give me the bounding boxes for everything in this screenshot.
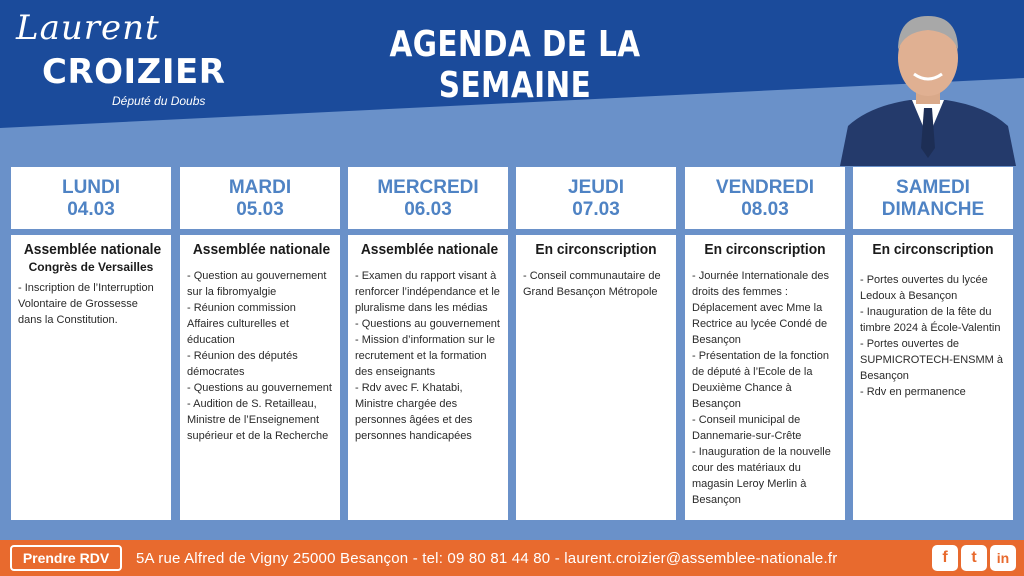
agenda-item: - Journée Internationale des droits des femmes : Déplacement avec Mme la Rectrice au lycée Condé de Besançon <box>692 270 829 346</box>
agenda-heading: En circonscription <box>704 241 826 258</box>
agenda-item: - Conseil communautaire de Grand Besançon Métropole <box>523 270 661 298</box>
logo-subtitle: Député du Doubs <box>112 94 206 108</box>
prendre-rdv-button[interactable]: Prendre RDV <box>10 545 122 571</box>
agenda-item: - Questions au gouvernement <box>187 382 332 394</box>
agenda-heading: Assemblée nationale <box>23 241 162 258</box>
agenda-item: - Rdv avec F. Khatabi, Ministre chargée des personnes âgées et des personnes handicapées <box>355 382 473 442</box>
agenda-item: - Portes ouvertes de SUPMICROTECH-ENSMM à Besançon <box>860 338 1004 382</box>
agenda-heading: Assemblée nationale <box>192 241 331 258</box>
agenda-column-jeudi <box>516 235 676 520</box>
day-header-samedi-dimanche <box>853 167 1013 229</box>
agenda-item: - Audition de S. Retailleau, Ministre de l’Enseignement supérieur et de la Recherche <box>187 398 329 442</box>
agenda-item: - Mission d’information sur le recrutement et la formation des enseignants <box>355 334 495 378</box>
agenda-item: - Inauguration de la nouvelle cour des matériaux du magasin Leroy Merlin à Besançon <box>692 446 831 506</box>
day-header-lundi <box>11 167 171 229</box>
agenda-column-vendredi <box>685 235 845 520</box>
agenda-heading: En circonscription <box>872 241 994 258</box>
facebook-icon[interactable]: f <box>932 545 958 571</box>
contact-info: 5A rue Alfred de Vigny 25000 Besançon - tel: 09 80 81 44 80 - laurent.croizier@assemblee-nationale.fr <box>136 549 838 567</box>
portrait-photo <box>840 8 1016 166</box>
day-header-mercredi <box>348 167 508 229</box>
day-name: LUNDI <box>61 177 121 198</box>
agenda-item: - Réunion commission Affaires culturelles et éducation <box>187 302 296 346</box>
twitter-icon[interactable]: t <box>961 545 987 571</box>
agenda-item: - Question au gouvernement sur la fibromyalgie <box>187 270 327 298</box>
day-date: 08.03 <box>741 199 789 220</box>
logo-script-text: Laurent <box>16 8 160 48</box>
agenda-item: - Examen du rapport visant à renforcer l’indépendance et le pluralisme dans les médias <box>355 270 500 314</box>
footer-bar <box>0 540 1024 576</box>
day-header-vendredi <box>685 167 845 229</box>
agenda-column-samedi-dimanche <box>853 235 1013 520</box>
agenda-item: - Conseil municipal de Dannemarie-sur-Crête <box>692 414 802 442</box>
agenda-item: - Portes ouvertes du lycée Ledoux à Besançon <box>860 274 988 302</box>
logo-name: CROIZIER <box>42 52 226 92</box>
day-name: VENDREDI <box>715 177 815 198</box>
agenda-item: - Questions au gouvernement <box>355 318 500 330</box>
day-name: MARDI <box>228 177 292 198</box>
agenda-subheading: Congrès de Versailles <box>28 260 154 274</box>
day-date: 05.03 <box>236 199 284 220</box>
day-name: SAMEDI <box>896 177 970 198</box>
agenda-item: - Réunion des députés démocrates <box>187 350 298 378</box>
day-date: DIMANCHE <box>881 199 985 220</box>
agenda-column-lundi <box>11 235 171 520</box>
agenda-item: - Inscription de l’Interruption Volontaire de Grossesse dans la Constitution. <box>18 282 154 326</box>
agenda-column-mardi <box>180 235 340 520</box>
day-date: 06.03 <box>404 199 452 220</box>
agenda-item: - Présentation de la fonction de député à l’Ecole de la Deuxième Chance à Besançon <box>692 350 829 410</box>
page-title: AGENDA DE LA SEMAINE <box>389 24 641 106</box>
agenda-heading: Assemblée nationale <box>360 241 499 258</box>
day-header-mardi <box>180 167 340 229</box>
agenda-heading: En circonscription <box>535 241 657 258</box>
day-date: 04.03 <box>67 199 115 220</box>
linkedin-icon[interactable]: in <box>990 545 1016 571</box>
agenda-column-mercredi <box>348 235 508 520</box>
day-name: MERCREDI <box>377 177 479 198</box>
day-name: JEUDI <box>568 177 624 198</box>
logo <box>12 8 232 108</box>
agenda-item: - Rdv en permanence <box>860 386 966 398</box>
agenda-item: - Inauguration de la fête du timbre 2024 à École-Valentin <box>860 306 1001 334</box>
day-header-jeudi <box>516 167 676 229</box>
day-date: 07.03 <box>572 199 620 220</box>
